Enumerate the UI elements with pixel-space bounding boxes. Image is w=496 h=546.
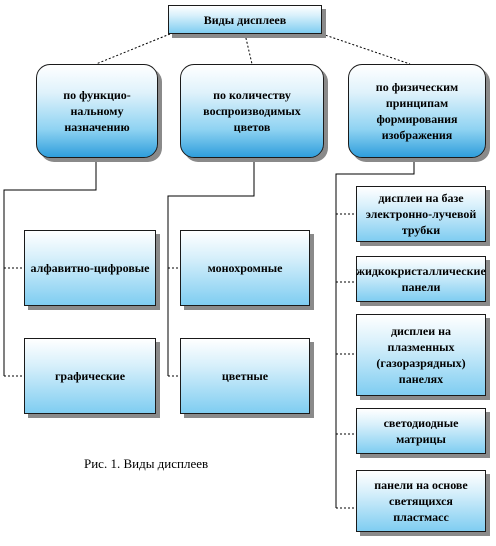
item-color-label: цветные — [221, 369, 269, 383]
item-plasma-label: дисплеи на плазменных (газоразрядных) панелях — [376, 324, 466, 386]
category-functional — [36, 64, 158, 158]
item-alphanumeric — [24, 230, 156, 306]
connector-root-cat1 — [96, 34, 170, 64]
item-color — [180, 338, 310, 414]
root-node-label: Виды дисплеев — [203, 12, 287, 27]
item-lcd-label: жидкокристаллические панели — [356, 264, 486, 294]
category-functional-label: по функцио-нальному назначению — [63, 88, 131, 134]
item-graphic-label: графические — [54, 369, 126, 383]
item-led — [356, 408, 486, 454]
category-physical — [348, 64, 486, 158]
category-colors-label: по количеству воспроизводимых цветов — [203, 88, 301, 134]
item-plasma — [356, 314, 486, 396]
item-monochrome-label: монохромные — [207, 261, 283, 275]
item-crt-label: дисплеи на базе электронно-лучевой трубки — [365, 191, 477, 237]
item-crt — [356, 186, 486, 242]
item-monochrome — [180, 230, 310, 306]
item-oled-label: панели на основе светящихся пластмасс — [374, 478, 468, 524]
item-lcd — [356, 256, 486, 302]
connector-root-cat3 — [322, 34, 410, 64]
item-oled — [356, 470, 486, 532]
item-graphic — [24, 338, 156, 414]
item-alphanumeric-label: алфавитно-цифровые — [30, 261, 150, 275]
figure-caption: Рис. 1. Виды дисплеев — [84, 456, 209, 471]
category-colors — [180, 64, 324, 158]
item-led-label: светодиодные матрицы — [383, 416, 459, 446]
root-node — [168, 5, 322, 34]
connector-root-cat2 — [245, 34, 252, 64]
category-physical-label: по физическим принципам формирования изображения — [375, 80, 459, 142]
